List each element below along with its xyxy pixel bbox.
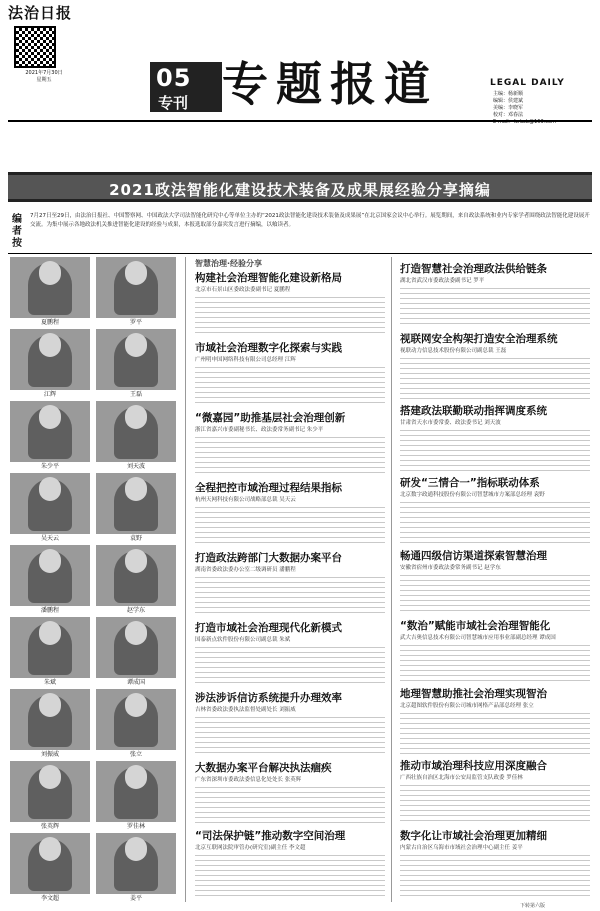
staff-proofreader: 校对：邓春法 bbox=[493, 112, 524, 118]
article bbox=[400, 263, 590, 328]
article-byline: 杭州天网科技有限公司战略部总裁 吴天云 bbox=[195, 497, 296, 503]
speaker-photo bbox=[10, 401, 90, 472]
speaker-name: 罗佳林 bbox=[96, 822, 176, 832]
speaker-face bbox=[39, 549, 61, 573]
speaker-face bbox=[39, 765, 61, 789]
continued-note: 下转第六版 bbox=[520, 903, 546, 909]
article-byline: 吉林省委政法委执法监督处副处长 刘振威 bbox=[195, 707, 296, 713]
article-byline: 北京市石景山区委政法委副书记 夏鹏程 bbox=[195, 287, 291, 293]
speaker-face bbox=[39, 333, 61, 357]
article-body-text bbox=[400, 288, 590, 328]
topic-banner bbox=[8, 172, 592, 202]
article-body-text bbox=[195, 367, 385, 407]
article-byline: 甘肃省天水市委常委、政法委书记 刘天波 bbox=[400, 420, 501, 426]
speaker-name: 王磊 bbox=[96, 390, 176, 400]
speaker-photo bbox=[96, 401, 176, 472]
speaker-photo bbox=[10, 257, 90, 328]
article-title: “司法保护链”推动数字空间治理 bbox=[195, 830, 346, 842]
article-body-text bbox=[400, 358, 590, 400]
speaker-face bbox=[39, 261, 61, 285]
article-title: 推动市域治理科技应用深度融合 bbox=[400, 760, 547, 772]
article-title: 研发“三情合一”指标联动体系 bbox=[400, 477, 540, 489]
speaker-name: 刘天波 bbox=[96, 462, 176, 472]
speaker-name: 谭成国 bbox=[96, 678, 176, 688]
speaker-name: 朱少平 bbox=[10, 462, 90, 472]
editor-note-tag: 编者按 bbox=[12, 214, 22, 249]
article-body-text bbox=[400, 430, 590, 472]
speaker-photo bbox=[10, 689, 90, 760]
speaker-name: 袁野 bbox=[96, 534, 176, 544]
speaker-name: 潘鹏程 bbox=[10, 606, 90, 616]
note-rule bbox=[8, 253, 592, 254]
article bbox=[400, 620, 590, 683]
article-title: 视联网安全构架打造安全治理系统 bbox=[400, 333, 558, 345]
article-title: 搭建政法联勤联动指挥调度系统 bbox=[400, 405, 547, 417]
speaker-name: 张立 bbox=[96, 750, 176, 760]
article bbox=[195, 692, 385, 757]
article-byline: 内蒙古自治区乌海市市域社会治理中心副主任 姜平 bbox=[400, 845, 523, 851]
header-rule bbox=[8, 120, 592, 122]
speaker-name: 刘振威 bbox=[10, 750, 90, 760]
article bbox=[400, 550, 590, 615]
speaker-face bbox=[39, 405, 61, 429]
editor-note-text: 7月27日至29日，由法治日报社、中国警察网、中国政法大学司法智能化研究中心等单位主办的“2021政法智能化建设技术装备及成果展”在北京国家会议中心举行。展览期间，来自政法系统和业内专家学者围绕政法智能化建设展开交流。为集中展示各地政法机关推进智能化建设的经验与成果，本报选取部分嘉宾发言进行摘编，以飨读者。 bbox=[30, 213, 590, 228]
speaker-name: 张英辉 bbox=[10, 822, 90, 832]
article bbox=[400, 477, 590, 545]
column-divider bbox=[391, 257, 392, 902]
speaker-face bbox=[125, 477, 147, 501]
article bbox=[195, 762, 385, 825]
article-body-text bbox=[195, 577, 385, 617]
issue-number: 05 bbox=[156, 64, 192, 92]
speaker-face bbox=[125, 333, 147, 357]
speaker-face bbox=[125, 261, 147, 285]
speaker-name: 吴天云 bbox=[10, 534, 90, 544]
speaker-photo bbox=[96, 473, 176, 544]
article bbox=[400, 830, 590, 900]
speaker-name: 江辉 bbox=[10, 390, 90, 400]
article-body-text bbox=[400, 785, 590, 825]
staff-designer: 美编：李晓军 bbox=[493, 105, 524, 111]
article-byline: 国泰新点软件股份有限公司副总裁 朱斌 bbox=[195, 637, 291, 643]
speaker-name: 姜平 bbox=[96, 894, 176, 904]
masthead bbox=[8, 4, 80, 84]
banner-title: 2021政法智能化建设技术装备及成果展经验分享摘编 bbox=[109, 181, 491, 199]
article-title: 畅通四级信访渠道探索智慧治理 bbox=[400, 550, 547, 562]
article bbox=[195, 830, 385, 900]
article-title: “数治”赋能市域社会治理智能化 bbox=[400, 620, 551, 632]
legal-daily-label: LEGAL DAILY bbox=[490, 78, 565, 88]
article-byline: 浙江省嘉兴市委副秘书长、政法委常务副书记 朱少平 bbox=[195, 427, 324, 433]
speaker-photo bbox=[10, 761, 90, 832]
article-title: 全程把控市域治理过程结果指标 bbox=[195, 482, 342, 494]
article-title: 打造智慧社会治理政法供给链条 bbox=[400, 263, 547, 275]
speaker-face bbox=[125, 621, 147, 645]
speaker-photo bbox=[96, 833, 176, 904]
article bbox=[400, 333, 590, 400]
article-byline: 视联动力信息技术股份有限公司副总裁 王磊 bbox=[400, 348, 507, 354]
article-body-text bbox=[195, 437, 385, 477]
staff-email: E-mail：fzrbzb@163.com bbox=[493, 119, 556, 125]
speaker-photo bbox=[96, 689, 176, 760]
article-body-text bbox=[400, 645, 590, 683]
article bbox=[195, 482, 385, 547]
article bbox=[195, 272, 385, 337]
article bbox=[400, 760, 590, 825]
article-body-text bbox=[400, 855, 590, 900]
article-title: 市域社会治理数字化探索与实践 bbox=[195, 342, 342, 354]
speaker-face bbox=[125, 765, 147, 789]
speaker-photo bbox=[96, 257, 176, 328]
speaker-face bbox=[125, 837, 147, 861]
speaker-name: 朱斌 bbox=[10, 678, 90, 688]
article-title: 大数据办案平台解决执法痼疾 bbox=[195, 762, 332, 774]
column-divider bbox=[185, 257, 186, 902]
article bbox=[400, 405, 590, 472]
editor-note bbox=[8, 208, 592, 252]
article-byline: 北京互联网法院审管办(研究室)副主任 李文超 bbox=[195, 845, 306, 851]
speaker-face bbox=[39, 621, 61, 645]
speaker-photo bbox=[96, 545, 176, 616]
article-body-text bbox=[195, 297, 385, 337]
article-title: 涉法涉诉信访系统提升办理效率 bbox=[195, 692, 342, 704]
article-body-text bbox=[195, 717, 385, 757]
article-byline: 湖北省武汉市委政法委副书记 罗平 bbox=[400, 278, 485, 284]
speaker-face bbox=[125, 405, 147, 429]
speaker-face bbox=[39, 837, 61, 861]
speaker-photo bbox=[10, 545, 90, 616]
speaker-name: 赵学东 bbox=[96, 606, 176, 616]
staff-editor: 编辑：侯建斌 bbox=[493, 98, 524, 104]
speaker-photo bbox=[10, 833, 90, 904]
speaker-photo bbox=[96, 761, 176, 832]
section-title: 专题报道 bbox=[222, 57, 438, 111]
article-title: 地理智慧助推社会治理实现智治 bbox=[400, 688, 547, 700]
speaker-photo bbox=[96, 329, 176, 400]
speaker-photo bbox=[10, 617, 90, 688]
article-title: 数字化让市域社会治理更加精细 bbox=[400, 830, 547, 842]
qr-code-icon[interactable] bbox=[14, 26, 56, 68]
speaker-photo bbox=[96, 617, 176, 688]
article bbox=[195, 552, 385, 617]
issue-badge bbox=[150, 62, 222, 112]
speaker-face bbox=[125, 693, 147, 717]
speaker-name: 李文超 bbox=[10, 894, 90, 904]
article-byline: 广州明申国网络科技有限公司总经理 江辉 bbox=[195, 357, 296, 363]
column-header: 智慧治理·经验分享 bbox=[195, 259, 263, 268]
speaker-name: 夏鹏程 bbox=[10, 318, 90, 328]
speaker-face bbox=[125, 549, 147, 573]
article-body-text bbox=[400, 502, 590, 545]
article-body-text bbox=[195, 647, 385, 687]
speaker-photo bbox=[10, 329, 90, 400]
article-title: 打造政法跨部门大数据办案平台 bbox=[195, 552, 342, 564]
article-byline: 湖南省委政法委办公室二级调研员 潘鹏程 bbox=[195, 567, 296, 573]
issue-label: 专刊 bbox=[158, 94, 189, 112]
article bbox=[195, 412, 385, 477]
article-body-text bbox=[400, 575, 590, 615]
article-title: 构建社会治理智能化建设新格局 bbox=[195, 272, 342, 284]
article bbox=[400, 688, 590, 755]
article-body-text bbox=[400, 713, 590, 755]
speaker-face bbox=[39, 693, 61, 717]
speaker-photo bbox=[10, 473, 90, 544]
issue-weekday: 星期五 bbox=[36, 77, 52, 83]
newspaper-title: 法治日报 bbox=[8, 4, 73, 22]
article-byline: 广西壮族自治区北海市公安局监管支队政委 罗佳林 bbox=[400, 775, 523, 781]
article-byline: 安徽省宿州市委政法委常务副书记 赵学东 bbox=[400, 565, 501, 571]
article-title: “微嘉园”助推基层社会治理创新 bbox=[195, 412, 346, 424]
article-title: 打造市域社会治理现代化新模式 bbox=[195, 622, 342, 634]
article-body-text bbox=[195, 507, 385, 547]
article-body-text bbox=[195, 855, 385, 900]
article-byline: 武大吉奥信息技术有限公司智慧城市应用事业部副总经理 谭成国 bbox=[400, 635, 556, 641]
speaker-name: 罗平 bbox=[96, 318, 176, 328]
article-byline: 北京超图软件股份有限公司城市网格产品部总经理 张立 bbox=[400, 703, 534, 709]
issue-date: 2021年7月30日 bbox=[25, 70, 63, 76]
article bbox=[195, 342, 385, 407]
article-body-text bbox=[195, 787, 385, 825]
article bbox=[195, 622, 385, 687]
staff-editor: 主编：杨新顺 bbox=[493, 91, 524, 97]
article-byline: 北京数字政通科技股份有限公司智慧城市方案部总经理 袁野 bbox=[400, 492, 545, 498]
article-byline: 广东省深圳市委政法委信息化处处长 张英辉 bbox=[195, 777, 302, 783]
speaker-photo-grid bbox=[10, 257, 178, 903]
speaker-face bbox=[39, 477, 61, 501]
